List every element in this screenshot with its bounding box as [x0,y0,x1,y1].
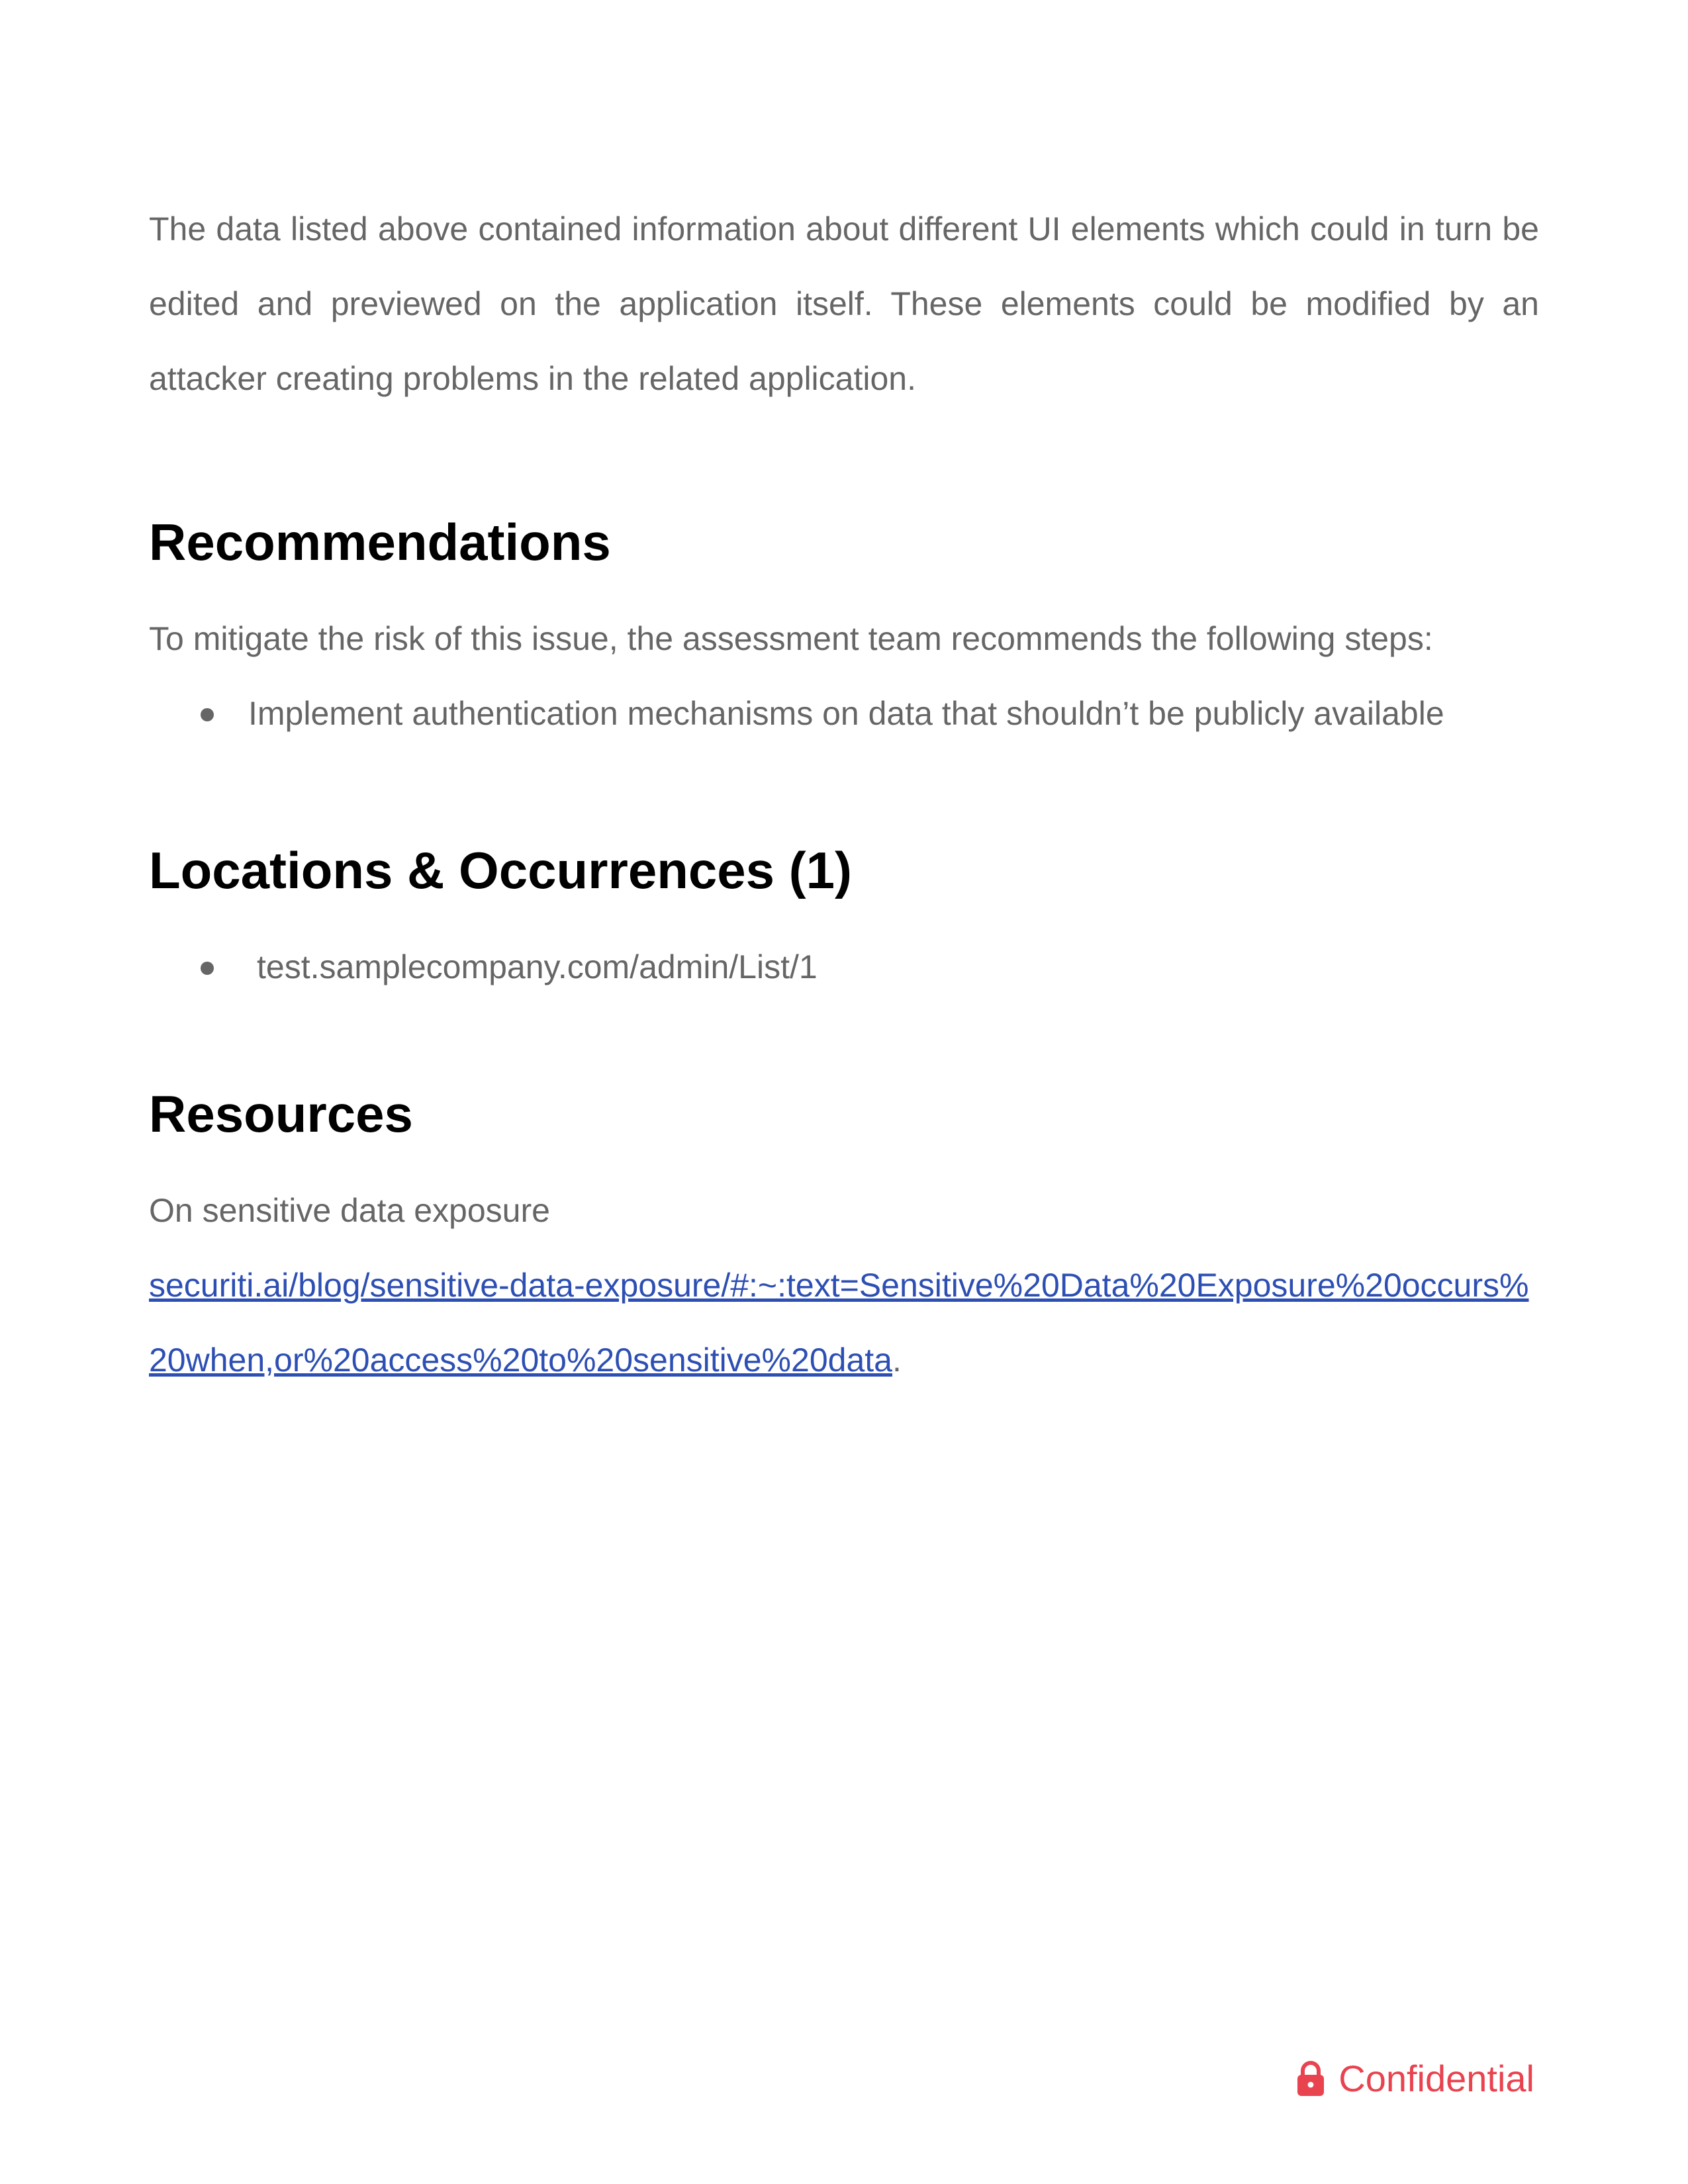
locations-list [149,930,1539,1005]
resources-link-paragraph [149,1248,1539,1398]
location-text: test.samplecompany.com/admin/List/1 [257,948,818,985]
bullet-icon [201,962,214,975]
list-item [149,930,1539,1005]
bullet-icon [201,708,214,721]
resources-heading: Resources [149,1085,413,1143]
link-suffix: . [892,1342,902,1379]
list-item [149,676,1539,751]
confidential-label: Confidential [1338,2058,1534,2099]
resource-link[interactable]: securiti.ai/blog/sensitive-data-exposure/#:~:text=Sensitive%20Data%20Exposure%20occurs%20when,or%20access%20to%20sensitive%20data [149,1267,1529,1379]
resources-label: On sensitive data exposure [149,1192,550,1229]
recommendations-list [149,676,1539,751]
recommendations-heading: Recommendations [149,513,611,571]
lock-icon [1295,2060,1327,2098]
locations-heading: Locations & Occurrences (1) [149,841,852,899]
intro-paragraph: The data listed above contained information about different UI elements which could in turn be edited and previewed on the application itself. These elements could be modified by an attacker creating problems in the related application. [149,210,1539,397]
page-content [149,192,1539,1398]
recommendation-text: Implement authentication mechanisms on data that shouldn’t be publicly available [248,695,1444,732]
recommendations-intro: To mitigate the risk of this issue, the assessment team recommends the following steps: [149,620,1433,657]
confidential-badge [1295,2057,1534,2100]
